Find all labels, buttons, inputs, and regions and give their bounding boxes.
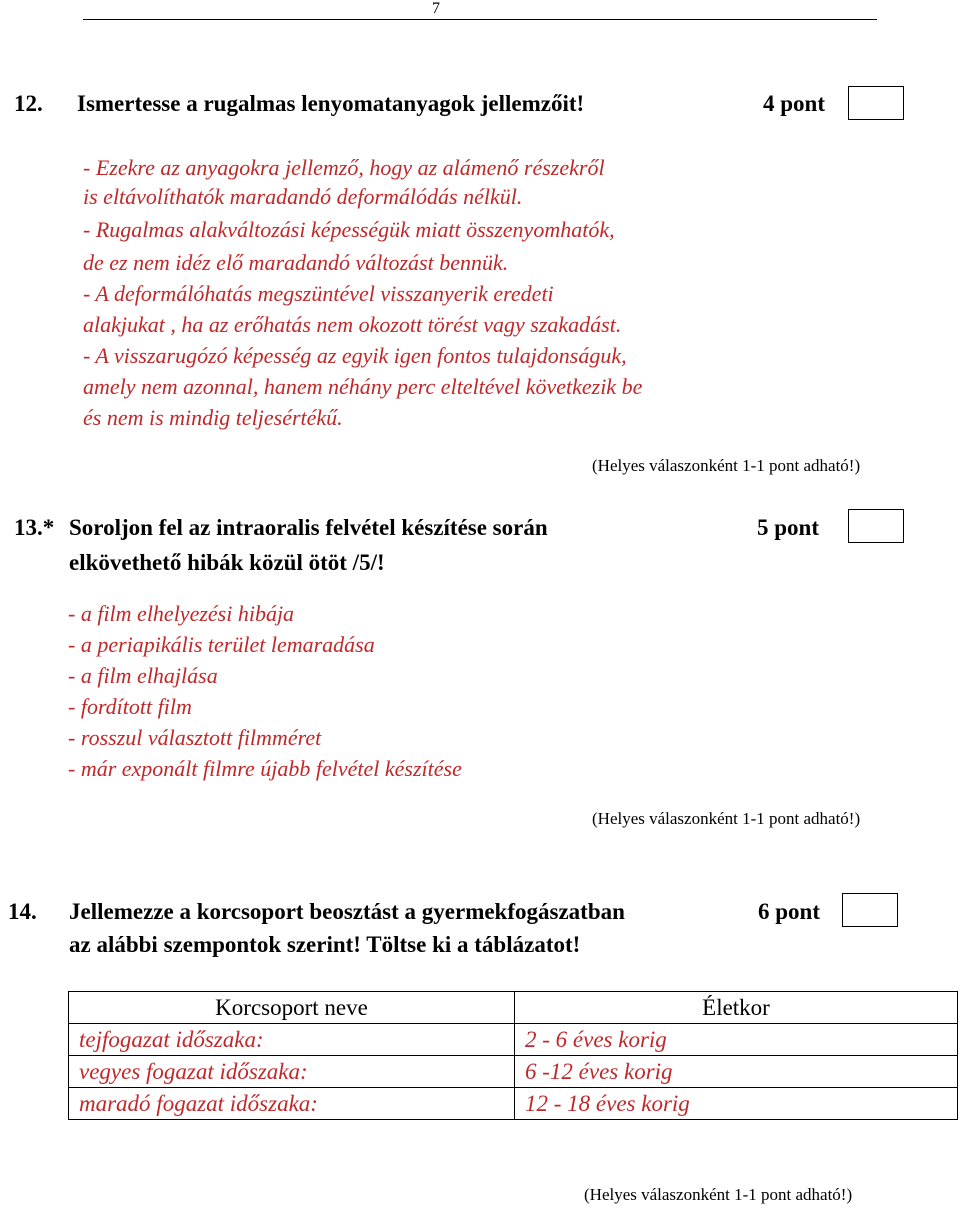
- age-group-table: [68, 991, 958, 1120]
- table-cell: vegyes fogazat időszaka:: [69, 1056, 515, 1088]
- answer-line: de ez nem idéz elő maradandó változást bennük.: [83, 250, 509, 275]
- answer-line: - Rugalmas alakváltozási képességük miatt összenyomhatók,: [83, 217, 615, 242]
- table-cell: tejfogazat időszaka:: [69, 1024, 515, 1056]
- q12-score-box[interactable]: [848, 86, 904, 120]
- q14-scoring-note: (Helyes válaszonként 1-1 pont adható!): [584, 1185, 853, 1204]
- answer-line: is eltávolíthatók maradandó deformálódás nélkül.: [83, 184, 523, 209]
- table-cell: maradó fogazat időszaka:: [69, 1088, 515, 1120]
- q14-score-box[interactable]: [842, 893, 898, 927]
- q13-score-box[interactable]: [848, 509, 904, 543]
- answer-line: - a periapikális terület lemaradása: [68, 632, 375, 657]
- q13-scoring-note: (Helyes válaszonként 1-1 pont adható!): [592, 809, 861, 828]
- answer-line: és nem is mindig teljesértékű.: [83, 405, 343, 430]
- answer-line: - A deformálóhatás megszüntével visszanyerik eredeti: [83, 281, 554, 306]
- q12-scoring-note: (Helyes válaszonként 1-1 pont adható!): [592, 456, 861, 475]
- answer-line: - fordított film: [68, 694, 192, 719]
- answer-line: - a film elhajlása: [68, 663, 218, 688]
- answer-line: - már exponált filmre újabb felvétel készítése: [68, 756, 462, 781]
- answer-line: alakjukat , ha az erőhatás nem okozott törést vagy szakadást.: [83, 312, 622, 337]
- answer-line: - a film elhelyezési hibája: [68, 601, 295, 626]
- table-row: [69, 1056, 958, 1088]
- answer-line: - Ezekre az anyagokra jellemző, hogy az alámenő részekről: [83, 155, 605, 180]
- answer-line: - A visszarugózó képesség az egyik igen fontos tulajdonságuk,: [83, 343, 627, 368]
- page-number: 7: [432, 0, 440, 17]
- answer-line: amely nem azonnal, hanem néhány perc elteltével következik be: [83, 374, 643, 399]
- table-row: [69, 1088, 958, 1120]
- q14-title-line1: Jellemezze a korcsoport beosztást a gyermekfogászatban: [69, 899, 625, 924]
- answer-line: - rosszul választott filmméret: [68, 725, 322, 750]
- q13-title-line2: elkövethető hibák közül ötöt /5/!: [69, 550, 385, 575]
- q13-number: 13.*: [14, 515, 55, 540]
- q12-title: Ismertesse a rugalmas lenyomatanyagok jellemzőit!: [77, 91, 585, 116]
- header-rule: [83, 19, 877, 20]
- q12-points: 4 pont: [763, 91, 825, 116]
- table-row: [69, 1024, 958, 1056]
- q14-title-line2: az alábbi szempontok szerint! Töltse ki a táblázatot!: [69, 932, 581, 957]
- table-header: Életkor: [515, 992, 958, 1024]
- table-cell: 12 - 18 éves korig: [515, 1088, 958, 1120]
- q13-title-line1: Soroljon fel az intraoralis felvétel készítése során: [69, 515, 548, 540]
- table-cell: 2 - 6 éves korig: [515, 1024, 958, 1056]
- table-header-row: [69, 992, 958, 1024]
- q14-number: 14.: [8, 899, 37, 924]
- q12-number: 12.: [14, 91, 43, 116]
- table-header: Korcsoport neve: [69, 992, 515, 1024]
- table-cell: 6 -12 éves korig: [515, 1056, 958, 1088]
- q14-points: 6 pont: [758, 899, 820, 924]
- q13-points: 5 pont: [757, 515, 819, 540]
